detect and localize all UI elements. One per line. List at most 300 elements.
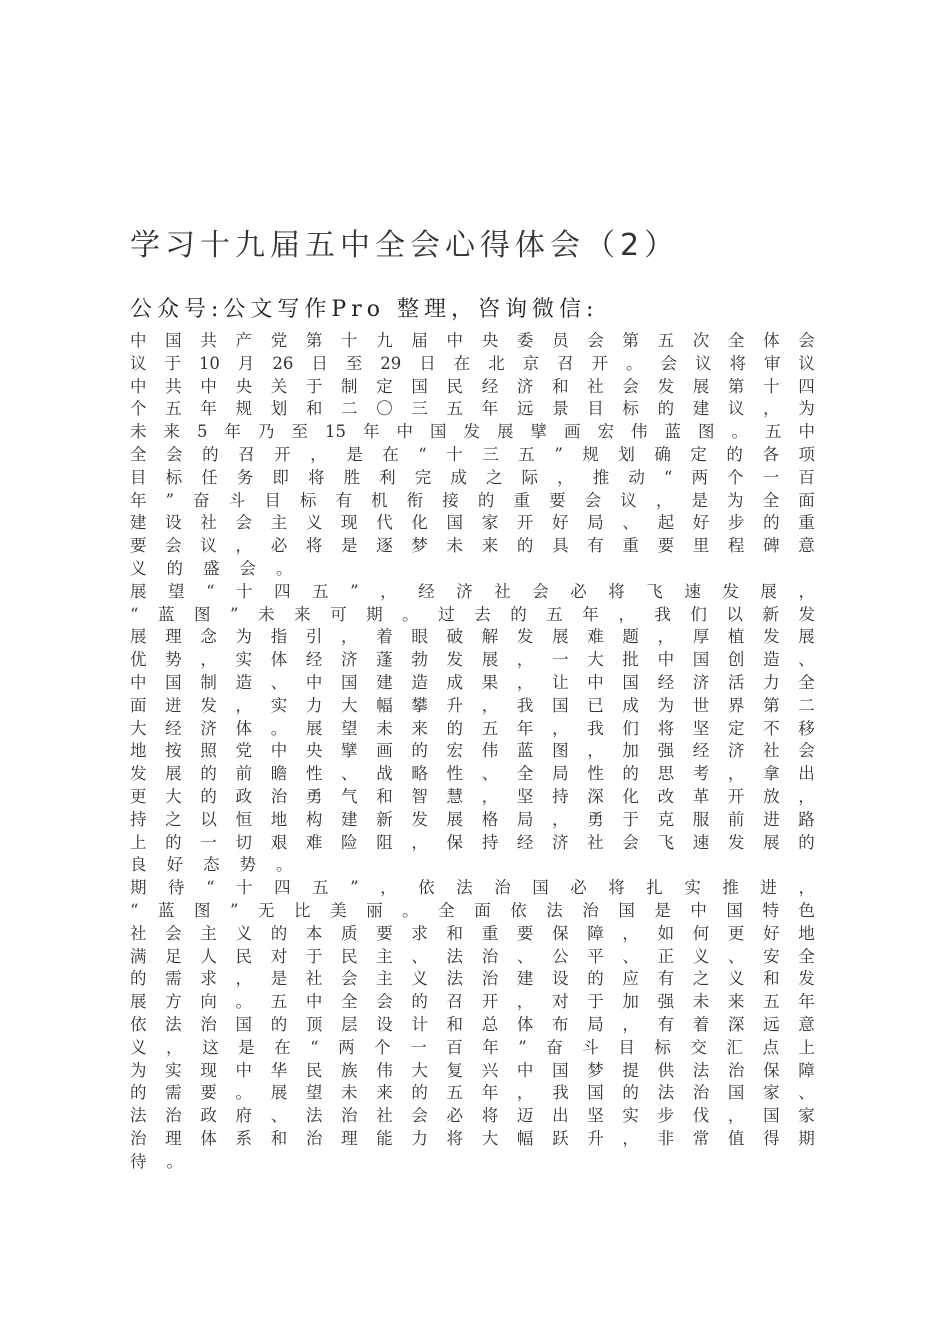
text-char: 对 <box>270 946 288 966</box>
text-char: 确 <box>654 444 671 464</box>
text-char: 为 <box>657 695 675 715</box>
text-char: 中 <box>235 1060 253 1080</box>
text-char: 蓬 <box>376 650 393 670</box>
text-char: 是 <box>238 1037 255 1057</box>
text-char: 。 <box>166 1151 183 1171</box>
text-char: 斗 <box>582 1037 599 1057</box>
text-char: 盛 <box>203 558 220 578</box>
text-char: 规 <box>582 444 599 464</box>
text-line <box>130 512 815 535</box>
text-char: 展 <box>760 581 777 601</box>
text-char: 需 <box>165 1083 182 1103</box>
text-char: 依 <box>130 1014 147 1034</box>
text-char: 体 <box>235 718 253 738</box>
text-char: 里 <box>692 536 710 556</box>
text-char: 难 <box>587 627 604 647</box>
text-char: 家 <box>481 513 499 533</box>
text-char: 何 <box>692 923 710 943</box>
text-line <box>130 740 815 763</box>
text-char: 要 <box>130 536 147 556</box>
text-char: 完 <box>414 467 432 487</box>
text-char: 发 <box>763 627 780 647</box>
text-char: 展 <box>692 376 710 396</box>
text-char: 国 <box>446 513 464 533</box>
text-char: 力 <box>763 672 780 692</box>
text-char: 于 <box>305 946 323 966</box>
text-char: 央 <box>481 331 499 350</box>
text-char: 气 <box>341 786 358 806</box>
text-char: 升 <box>446 695 464 715</box>
text-char: 重 <box>513 490 530 510</box>
text-char: ， <box>622 923 639 943</box>
text-char: 加 <box>622 992 639 1012</box>
text-char: 两 <box>338 1037 355 1057</box>
text-char: 公 <box>552 946 569 966</box>
text-char: 中 <box>657 650 675 670</box>
text-char: 之 <box>485 467 503 487</box>
text-char: 进 <box>760 878 777 898</box>
text-char: 29 <box>380 353 402 373</box>
text-char: 治 <box>582 900 599 920</box>
text-char: 比 <box>294 900 311 920</box>
text-char: “ <box>130 604 139 624</box>
text-char: 景 <box>552 399 569 419</box>
text-char: 上 <box>130 832 147 852</box>
text-line <box>130 1128 815 1151</box>
text-char: 理 <box>165 627 182 647</box>
text-char: 为 <box>798 399 815 419</box>
text-char: 治 <box>481 969 499 989</box>
text-char: 成 <box>622 695 639 715</box>
text-char: 梦 <box>587 1060 604 1080</box>
text-line <box>130 1014 815 1037</box>
text-char: 大 <box>411 1060 428 1080</box>
text-char: 治 <box>200 1014 217 1034</box>
text-char: 的 <box>510 604 527 624</box>
text-char: 的 <box>411 992 428 1012</box>
text-char: 特 <box>762 900 779 920</box>
text-char: 和 <box>446 923 464 943</box>
text-char: 奋 <box>193 490 210 510</box>
text-char: 们 <box>622 718 639 738</box>
text-char: 常 <box>692 1128 710 1148</box>
text-char: 服 <box>692 809 710 829</box>
text-line <box>130 900 815 923</box>
text-char: 民 <box>235 946 253 966</box>
text-char: 地 <box>270 809 288 829</box>
text-char: 义 <box>727 969 745 989</box>
text-char: 两 <box>691 467 708 487</box>
text-char: 全 <box>341 992 358 1012</box>
text-char: 推 <box>722 878 739 898</box>
text-char: 国 <box>726 900 743 920</box>
text-line <box>130 1060 815 1083</box>
text-char: 强 <box>657 741 675 761</box>
text-char: 局 <box>587 1014 604 1034</box>
text-char: 华 <box>270 1060 288 1080</box>
text-char: 治 <box>727 1060 745 1080</box>
text-char: ” <box>350 878 359 898</box>
text-char: 丽 <box>366 900 383 920</box>
text-char: 未 <box>376 718 393 738</box>
text-char: 图 <box>194 604 211 624</box>
text-char: 民 <box>446 376 464 396</box>
text-char: ， <box>235 969 253 989</box>
text-char: 展 <box>763 832 780 852</box>
text-char: 层 <box>341 1014 358 1034</box>
text-char: 持 <box>130 809 147 829</box>
document-body <box>130 330 815 1173</box>
text-char: 京 <box>522 353 540 373</box>
text-char: 国 <box>341 672 358 692</box>
text-char: 议 <box>727 399 745 419</box>
text-char: 制 <box>341 376 358 396</box>
text-char: 和 <box>376 786 393 806</box>
text-char: 会 <box>165 923 182 943</box>
text-char: 产 <box>235 331 253 350</box>
text-char: ， <box>516 672 534 692</box>
text-char: 造 <box>411 672 428 692</box>
text-char: 为 <box>130 1060 147 1080</box>
text-char: 胜 <box>343 467 361 487</box>
text-char: 好 <box>166 855 183 875</box>
text-char: 十 <box>341 331 358 350</box>
text-char: 未 <box>692 992 710 1012</box>
text-char: 济 <box>456 581 473 601</box>
text-char: 是 <box>341 536 358 556</box>
text-char: 应 <box>622 969 639 989</box>
text-char: 三 <box>482 444 499 464</box>
text-char: 会 <box>587 331 604 350</box>
text-char: ， <box>235 536 253 556</box>
text-char: 们 <box>690 604 707 624</box>
text-char: 机 <box>371 490 388 510</box>
text-char: 会 <box>584 490 602 510</box>
text-char: 不 <box>763 718 780 738</box>
text-char: 的 <box>477 490 495 510</box>
text-char: 实 <box>235 650 253 670</box>
text-char: 交 <box>690 1037 707 1057</box>
text-char: 发 <box>463 422 480 442</box>
text-char: 标 <box>654 1037 671 1057</box>
text-char: 际 <box>521 467 539 487</box>
text-char: 求 <box>411 923 428 943</box>
text-char: 济 <box>692 672 710 692</box>
text-char: 改 <box>657 786 675 806</box>
text-char: 于 <box>622 809 639 829</box>
text-char: 二 <box>341 399 358 419</box>
text-char: 计 <box>411 1014 428 1034</box>
text-char: 和 <box>305 399 323 419</box>
text-char: 主 <box>376 969 393 989</box>
text-char: 。 <box>235 1083 253 1103</box>
text-char: 国 <box>552 695 569 715</box>
text-char: 未 <box>446 536 464 556</box>
text-char: 按 <box>165 741 182 761</box>
text-char: 望 <box>341 718 358 738</box>
text-char: 性 <box>446 764 464 784</box>
text-char: 会 <box>235 513 253 533</box>
text-char: 26 <box>272 353 294 373</box>
text-char: ， <box>587 741 604 761</box>
text-char: 发 <box>130 764 147 784</box>
text-char: 建 <box>516 969 534 989</box>
text-char: 五 <box>657 331 675 350</box>
text-char: 五 <box>481 718 499 738</box>
text-char: 社 <box>305 969 323 989</box>
text-char: 地 <box>798 923 815 943</box>
text-char: 。 <box>731 422 748 442</box>
text-char: 义 <box>411 969 428 989</box>
text-char: 升 <box>587 1128 604 1148</box>
text-char: 指 <box>270 627 288 647</box>
text-char: 社 <box>763 741 780 761</box>
text-char: 第 <box>727 376 745 396</box>
text-char: 展 <box>130 992 147 1012</box>
text-char: 义 <box>235 923 253 943</box>
text-char: 优 <box>130 650 147 670</box>
text-char: 济 <box>341 650 358 670</box>
text-char: 建 <box>341 809 358 829</box>
text-char: 厚 <box>692 627 710 647</box>
text-line <box>130 695 815 718</box>
text-line <box>130 558 815 581</box>
text-char: 未 <box>341 1083 358 1103</box>
text-char: 展 <box>130 627 147 647</box>
text-char: 我 <box>552 1083 569 1103</box>
text-line <box>130 626 815 649</box>
text-char: 发 <box>722 581 739 601</box>
text-char: 克 <box>657 809 675 829</box>
text-char: 将 <box>307 467 325 487</box>
text-char: 地 <box>130 741 147 761</box>
text-char: 要 <box>657 536 675 556</box>
text-char: 将 <box>608 878 625 898</box>
text-line <box>130 923 815 946</box>
text-char: 好 <box>552 513 569 533</box>
text-char: 四 <box>798 376 815 396</box>
text-char: ， <box>481 695 499 715</box>
text-char: 在 <box>274 1037 291 1057</box>
text-char: 发 <box>411 809 428 829</box>
text-char: 蓝 <box>157 900 175 920</box>
text-char: ， <box>552 809 569 829</box>
text-char: 瞻 <box>270 764 288 784</box>
text-char: 必 <box>570 581 587 601</box>
text-char: 的 <box>200 786 217 806</box>
text-char: 值 <box>727 1128 745 1148</box>
text-char: 会 <box>532 581 549 601</box>
text-char: 推 <box>592 467 610 487</box>
text-char: 议 <box>200 536 217 556</box>
text-char: 委 <box>516 331 534 350</box>
text-char: 开 <box>274 444 291 464</box>
text-char: 中 <box>516 1060 534 1080</box>
text-char: 年 <box>481 399 499 419</box>
text-char: 未 <box>258 604 275 624</box>
text-char: 势 <box>239 855 256 875</box>
text-char: 格 <box>481 809 499 829</box>
text-char: 现 <box>200 1060 217 1080</box>
text-char: 汇 <box>726 1037 743 1057</box>
text-char: 义 <box>130 558 147 578</box>
text-char: 是 <box>691 490 708 510</box>
text-char: 为 <box>235 627 253 647</box>
text-char: 。 <box>276 558 293 578</box>
text-char: 实 <box>270 695 288 715</box>
text-char: 顶 <box>305 1014 323 1034</box>
text-char: 斗 <box>228 490 246 510</box>
text-line <box>130 786 815 809</box>
text-char: 义 <box>692 946 710 966</box>
text-char: 展 <box>481 650 499 670</box>
text-char: 性 <box>305 764 323 784</box>
text-char: ， <box>380 878 397 898</box>
text-char: “ <box>418 444 427 464</box>
text-char: 届 <box>411 331 428 350</box>
text-char: 〇 <box>376 399 393 419</box>
text-char: 险 <box>341 832 358 852</box>
text-char: 体 <box>763 331 780 350</box>
text-char: 是 <box>654 900 671 920</box>
text-char: 即 <box>272 467 289 487</box>
text-char: 发 <box>657 376 675 396</box>
text-char: 未 <box>130 422 147 442</box>
text-char: ” <box>350 581 359 601</box>
text-char: 定 <box>727 718 745 738</box>
text-char: 图 <box>194 900 211 920</box>
text-char: 中 <box>587 672 604 692</box>
text-line <box>130 649 815 672</box>
text-char: 会 <box>411 1106 428 1126</box>
text-char: 扎 <box>646 878 663 898</box>
text-char: 有 <box>335 490 352 510</box>
text-char: 思 <box>657 764 675 784</box>
text-char: 待 <box>168 878 185 898</box>
text-char: 这 <box>202 1037 219 1057</box>
text-char: 宏 <box>446 741 464 761</box>
text-char: 发 <box>200 695 217 715</box>
text-char: 革 <box>692 786 710 806</box>
text-char: ” <box>554 444 563 464</box>
text-char: 月 <box>237 353 255 373</box>
text-char: 社 <box>587 376 604 396</box>
text-char: 障 <box>798 1060 815 1080</box>
text-char: 势 <box>165 650 182 670</box>
text-char: 重 <box>798 513 815 533</box>
text-char: 艰 <box>270 832 288 852</box>
text-char: 百 <box>446 1037 463 1057</box>
text-char: 的 <box>446 718 464 738</box>
text-char: 一 <box>200 832 217 852</box>
text-char: 需 <box>165 969 182 989</box>
text-char: 力 <box>305 695 323 715</box>
text-char: 飞 <box>657 832 675 852</box>
text-char: 的 <box>270 1014 288 1034</box>
text-line <box>130 832 815 855</box>
text-line <box>130 467 815 490</box>
text-char: 国 <box>618 900 635 920</box>
text-char: 开 <box>727 786 745 806</box>
text-char: 面 <box>474 900 491 920</box>
text-char: 题 <box>622 627 639 647</box>
text-char: 进 <box>763 809 780 829</box>
text-char: 义 <box>130 1037 147 1057</box>
text-char: 。 <box>626 353 643 373</box>
text-char: ， <box>380 581 397 601</box>
text-char: 我 <box>654 604 671 624</box>
text-char: 接 <box>442 490 459 510</box>
text-char: ” <box>518 1037 527 1057</box>
text-char: 步 <box>657 1106 675 1126</box>
text-char: 世 <box>692 695 710 715</box>
text-char: 济 <box>200 718 217 738</box>
text-char: 国 <box>587 1083 604 1103</box>
text-char: 国 <box>532 878 549 898</box>
text-char: 国 <box>727 1083 745 1103</box>
text-char: 现 <box>341 513 358 533</box>
text-char: 召 <box>238 444 255 464</box>
text-char: 望 <box>305 1083 323 1103</box>
text-line <box>130 421 815 444</box>
text-char: 建 <box>376 672 393 692</box>
text-char: 总 <box>481 1014 499 1034</box>
text-char: 图 <box>698 422 715 442</box>
text-char: 成 <box>446 672 464 692</box>
text-char: 和 <box>270 1128 288 1148</box>
text-char: 四 <box>274 878 291 898</box>
text-char: 治 <box>270 786 288 806</box>
text-char: 复 <box>446 1060 464 1080</box>
text-char: 治 <box>305 1128 323 1148</box>
text-char: 法 <box>456 878 473 898</box>
text-char: 十 <box>763 376 780 396</box>
text-char: 年 <box>482 1037 499 1057</box>
text-char: 全 <box>727 331 745 350</box>
text-char: 展 <box>552 627 569 647</box>
text-char: 务 <box>236 467 254 487</box>
text-char: ， <box>657 627 675 647</box>
text-char: 中 <box>690 900 707 920</box>
text-char: 伟 <box>631 422 648 442</box>
text-char: 国 <box>552 1060 569 1080</box>
text-char: 展 <box>305 718 323 738</box>
text-char: 的 <box>165 832 182 852</box>
text-line <box>130 968 815 991</box>
text-char: 于 <box>164 353 181 373</box>
text-char: 中 <box>305 992 323 1012</box>
text-char: 以 <box>200 809 217 829</box>
text-char: 成 <box>450 467 467 487</box>
text-char: 经 <box>481 376 499 396</box>
text-char: 出 <box>552 1106 569 1126</box>
text-char: 九 <box>376 331 393 350</box>
text-char: 发 <box>516 627 534 647</box>
text-char: 的 <box>726 444 743 464</box>
text-char: 治 <box>494 878 511 898</box>
text-char: 第 <box>622 331 639 350</box>
text-char: 、 <box>341 764 358 784</box>
text-char: 中 <box>446 331 464 350</box>
text-char: 社 <box>494 581 511 601</box>
text-char: 勇 <box>305 786 323 806</box>
text-char: 更 <box>130 786 147 806</box>
text-char: 局 <box>516 809 534 829</box>
text-char: 必 <box>270 536 288 556</box>
text-char: 、 <box>798 1083 815 1103</box>
text-char: 来 <box>481 536 499 556</box>
text-char: 良 <box>130 855 147 875</box>
